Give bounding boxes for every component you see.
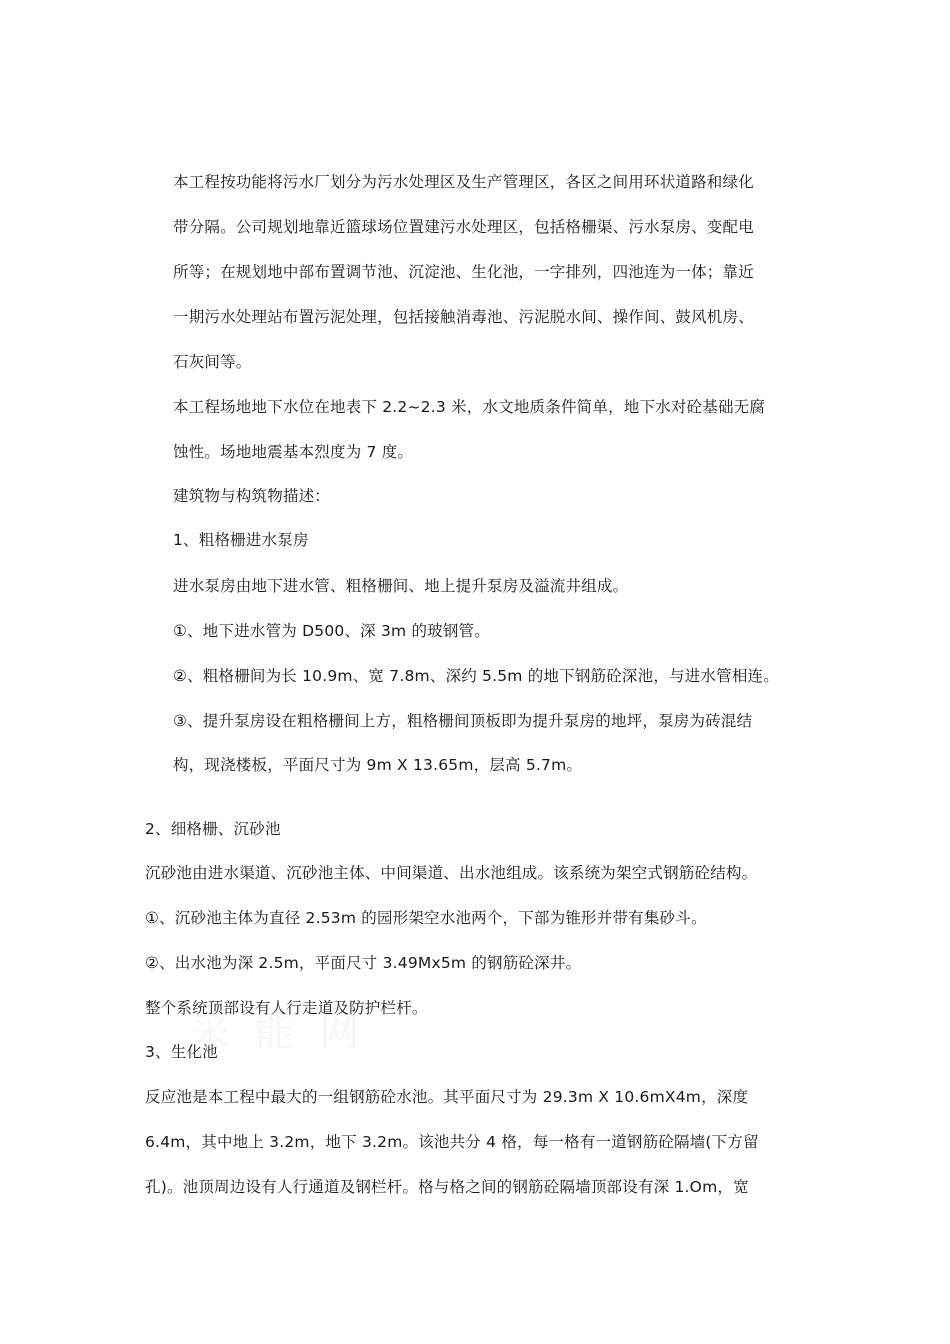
paragraph-line: 蚀性。场地地震基本烈度为 7 度。: [173, 443, 414, 461]
section-heading: 2、细格栅、沉砂池: [145, 820, 281, 838]
section-heading: 3、生化池: [145, 1043, 218, 1061]
list-item: ①、沉砂池主体为直径 2.53m 的园形架空水池两个，下部为锥形并带有集砂斗。: [145, 909, 707, 927]
section-heading: 1、粗格栅进水泵房: [173, 531, 309, 549]
paragraph-line: 本工程场地地下水位在地表下 2.2~2.3 米，水文地质条件简单，地下水对砼基础无腐: [173, 398, 766, 416]
section-heading: 建筑物与构筑物描述：: [173, 487, 331, 505]
paragraph-line: 带分隔。公司规划地靠近篮球场位置建污水处理区，包括格栅渠、污水泵房、变配电: [173, 218, 754, 236]
list-item: ①、地下进水管为 D500、深 3m 的玻钢管。: [173, 622, 490, 640]
paragraph-line: 所等；在规划地中部布置调节池、沉淀池、生化池，一字排列，四池连为一体；靠近: [173, 263, 754, 281]
paragraph-line: 整个系统顶部设有人行走道及防护栏杆。: [145, 999, 428, 1017]
watermark: 采 能 网: [190, 1009, 366, 1055]
paragraph-line: 孔)。池顶周边设有人行通道及钢栏杆。格与格之间的钢筋砼隔墙顶部设有深 1.Om，宽: [145, 1178, 749, 1196]
list-item: 构，现浇楼板，平面尺寸为 9m X 13.65m，层高 5.7m。: [173, 756, 583, 774]
paragraph-line: 本工程按功能将污水厂划分为污水处理区及生产管理区，各区之间用环状道路和绿化: [173, 173, 754, 191]
list-item: ③、提升泵房设在粗格栅间上方，粗格栅间顶板即为提升泵房的地坪，泵房为砖混结: [173, 712, 753, 730]
paragraph-line: 石灰间等。: [173, 353, 252, 371]
paragraph-line: 沉砂池由进水渠道、沉砂池主体、中间渠道、出水池组成。该系统为架空式钢筋砼结构。: [145, 864, 758, 882]
list-item: ②、粗格栅间为长 10.9m、宽 7.8m、深约 5.5m 的地下钢筋砼深池，与进水管相连。: [173, 667, 779, 685]
paragraph-line: 进水泵房由地下进水管、粗格栅间、地上提升泵房及溢流井组成。: [173, 577, 629, 595]
paragraph-line: 反应池是本工程中最大的一组钢筋砼水池。其平面尺寸为 29.3m X 10.6mX4m，深度: [145, 1088, 749, 1106]
paragraph-line: 一期污水处理站布置污泥处理，包括接触消毒池、污泥脱水间、操作间、鼓风机房、: [173, 308, 754, 326]
paragraph-line: 6.4m，其中地上 3.2m，地下 3.2m。该池共分 4 格，每一格有一道钢筋砼隔墙(下方留: [145, 1133, 759, 1151]
list-item: ②、出水池为深 2.5m，平面尺寸 3.49Mx5m 的钢筋砼深井。: [145, 954, 582, 972]
